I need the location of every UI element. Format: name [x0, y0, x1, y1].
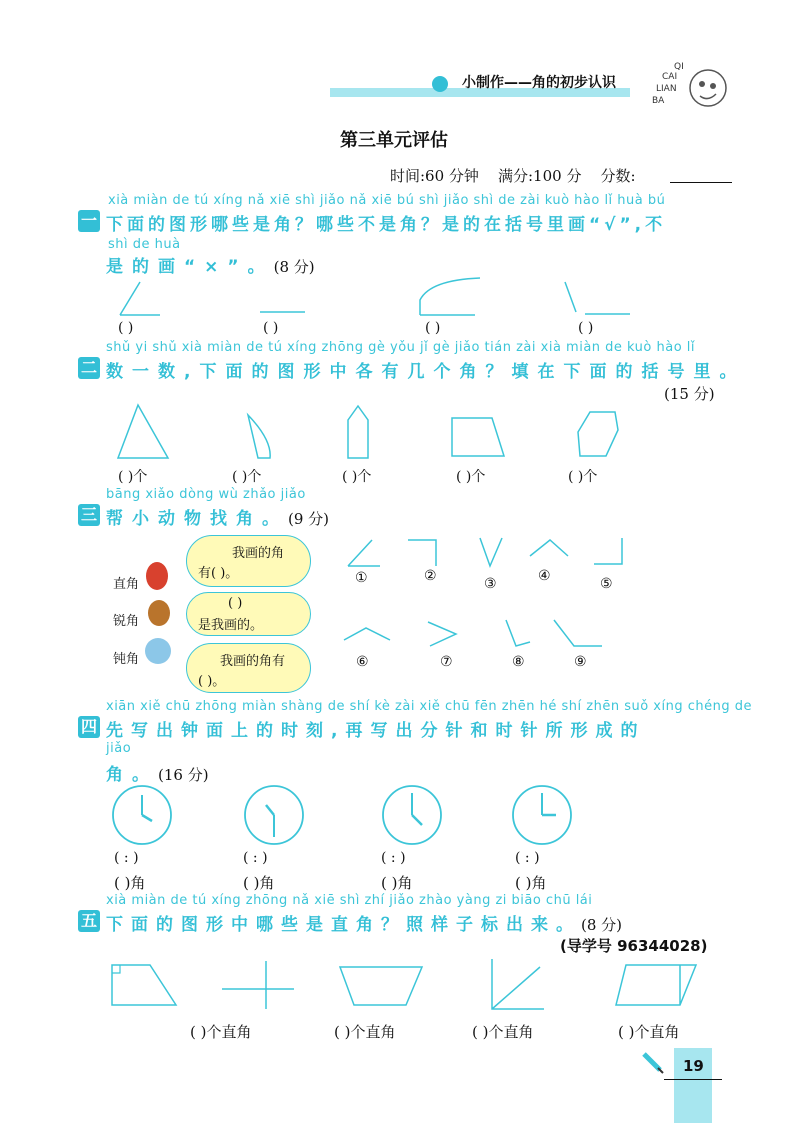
q2-answer-4[interactable]: ( )个 [456, 469, 486, 485]
q1-figures [100, 270, 660, 320]
q3-pinyin: bāng xiǎo dòng wù zhǎo jiǎo [106, 487, 306, 502]
q1-fig-3 [420, 278, 480, 315]
mark-4: ④ [538, 568, 551, 584]
angle-1 [348, 540, 380, 566]
q1-points: (8 分) [273, 258, 315, 276]
bubble-1-line-1: 我画的角 [232, 546, 285, 561]
page-number-rule [664, 1079, 722, 1080]
q2-answer-2[interactable]: ( )个 [232, 469, 262, 485]
q4-angle-2[interactable]: ( )角 [243, 874, 275, 892]
angle-2 [408, 540, 436, 566]
q2-answer-5[interactable]: ( )个 [568, 469, 598, 485]
logo-text-1: QI [674, 62, 684, 72]
q2-text: 数一数,下面的图形中各有几个角？填在下面的括号里。 [106, 362, 746, 382]
q1-text-1: 下面的图形哪些是角？哪些不是角？是的在括号里画“√”,不 [106, 215, 667, 235]
bubble-1-line-2[interactable]: 有( )。 [198, 566, 239, 581]
animal-label-obtuse: 钝角 [113, 652, 140, 667]
q4-number: 四 [78, 716, 100, 738]
q4-time-1[interactable]: ( : ) [114, 850, 139, 866]
q2-figures [100, 400, 660, 462]
q3-points: (9 分) [288, 510, 330, 528]
q1-fig-1 [120, 282, 160, 315]
q2-number: 二 [78, 357, 100, 379]
q3-angle-figures [330, 530, 650, 670]
q1-pinyin-2: shì de huà [108, 237, 181, 252]
q5-right-angle-mark [112, 965, 120, 973]
score-blank[interactable] [670, 182, 732, 183]
logo-text-4: BA [652, 96, 665, 106]
q5-number: 五 [78, 910, 100, 932]
animal-label-acute: 锐角 [113, 614, 140, 629]
page-title: 第三单元评估 [340, 130, 448, 151]
animal-label-right: 直角 [113, 577, 140, 592]
mark-5: ⑤ [600, 576, 613, 592]
q1-answer-3[interactable]: ( ) [425, 320, 441, 336]
q4-text-2-main: 角。 [106, 765, 158, 785]
q2-fig-triangle [118, 405, 168, 458]
animal-icon-monkey [148, 600, 170, 626]
header-section: 小制作——角的初步认识 [462, 75, 616, 91]
full-score: 满分:100 分 [498, 167, 582, 185]
q1-answer-2[interactable]: ( ) [263, 320, 279, 336]
q4-points: (16 分) [158, 766, 209, 784]
q1-text-2-main: 是的画“×”。 [106, 257, 274, 277]
q5-figures [100, 955, 700, 1015]
angle-7 [428, 622, 456, 646]
mark-7: ⑦ [440, 654, 453, 670]
q4-clocks [110, 785, 580, 847]
q4-angle-4[interactable]: ( )角 [515, 874, 547, 892]
q5-text [106, 910, 622, 935]
q4-time-2[interactable]: ( : ) [243, 850, 268, 866]
q5-answer-3[interactable]: ( )个直角 [472, 1023, 534, 1041]
mark-6: ⑥ [356, 654, 369, 670]
q5-answer-1[interactable]: ( )个直角 [190, 1023, 252, 1041]
clock-1 [113, 786, 171, 844]
score-label: 分数: [600, 167, 636, 185]
q5-text-main: 下面的图形中哪些是直角？照样子标出来。 [106, 915, 581, 935]
pencil-icon [640, 1050, 664, 1074]
logo-text-3: LIAN [656, 84, 677, 94]
q4-time-4[interactable]: ( : ) [515, 850, 540, 866]
q3-number: 三 [78, 504, 100, 526]
q4-pinyin-1: xiān xiě chū zhōng miàn shàng de shí kè zài xiě chū fēn zhēn hé shí zhēn suǒ xíng chéng de [106, 699, 752, 714]
mark-3: ③ [484, 576, 497, 592]
clock-2 [245, 786, 303, 844]
q2-fig-trapezoid [452, 418, 504, 456]
exam-meta [390, 165, 636, 186]
animal-icon-squirrel [146, 562, 168, 590]
q5-pinyin: xià miàn de tú xíng zhōng nǎ xiē shì zhí jiǎo zhào yàng zi biāo chū lái [106, 893, 593, 908]
q2-answer-3[interactable]: ( )个 [342, 469, 372, 485]
q5-fig-angle [492, 959, 544, 1009]
q1-answer-1[interactable]: ( ) [118, 320, 134, 336]
q1-number: 一 [78, 210, 100, 232]
q2-answer-1[interactable]: ( )个 [118, 469, 148, 485]
q4-text-2 [106, 760, 209, 785]
q5-guide-number: (导学号 96344028) [560, 937, 708, 955]
clock-3 [383, 786, 441, 844]
q5-fig-trapezoid [112, 965, 176, 1005]
header-icon [432, 76, 448, 92]
q4-pinyin-2: jiǎo [106, 741, 132, 756]
q4-angle-1[interactable]: ( )角 [114, 874, 146, 892]
q2-fig-quarter [248, 415, 270, 458]
bubble-2-line-2: 是我画的。 [198, 618, 264, 633]
logo-text-2: CAI [662, 72, 678, 82]
q5-answer-4[interactable]: ( )个直角 [618, 1023, 680, 1041]
mark-9: ⑨ [574, 654, 587, 670]
mark-8: ⑧ [512, 654, 525, 670]
page-number: 19 [683, 1057, 704, 1075]
q3-text-main: 帮小动物找角。 [106, 509, 288, 529]
mark-1: ① [355, 570, 368, 586]
q5-fig-trapezoid-inv [340, 967, 422, 1005]
animal-icon-elephant [145, 638, 171, 664]
q1-fig-4 [565, 282, 630, 314]
q5-fig-cross [222, 961, 294, 1009]
angle-6 [344, 628, 390, 640]
q5-points: (8 分) [581, 916, 623, 934]
q4-angle-3[interactable]: ( )角 [381, 874, 413, 892]
time-limit: 时间:60 分钟 [390, 167, 479, 185]
q2-pinyin: shǔ yi shǔ xià miàn de tú xíng zhōng gè yǒu jǐ gè jiǎo tián zài xià miàn de kuò hào lǐ [106, 340, 696, 355]
q3-text [106, 504, 329, 529]
mark-2: ② [424, 568, 437, 584]
bubble-3-line-1: 我画的角有 [220, 654, 286, 669]
angle-3 [480, 538, 502, 566]
q2-fig-pentagon [348, 406, 368, 458]
q1-answer-4[interactable]: ( ) [578, 320, 594, 336]
q1-pinyin-1: xià miàn de tú xíng nǎ xiē shì jiǎo nǎ xiē bú shì jiǎo shì de zài kuò hào lǐ huà bú [108, 193, 666, 208]
clock-4 [513, 786, 571, 844]
angle-4 [530, 540, 568, 556]
q2-points: (15 分) [664, 385, 715, 403]
bubble-2-line-1[interactable]: ( ) [228, 596, 243, 611]
angle-8 [506, 620, 530, 646]
q4-time-3[interactable]: ( : ) [381, 850, 406, 866]
q2-fig-hexagon [578, 412, 618, 456]
angle-9 [554, 620, 602, 646]
q4-text-1: 先写出钟面上的时刻,再写出分针和时针所形成的 [106, 721, 646, 741]
q5-fig-parallelogram [616, 965, 696, 1005]
bubble-3-line-2[interactable]: ( )。 [198, 674, 226, 689]
q5-answer-2[interactable]: ( )个直角 [334, 1023, 396, 1041]
angle-5 [594, 538, 622, 564]
